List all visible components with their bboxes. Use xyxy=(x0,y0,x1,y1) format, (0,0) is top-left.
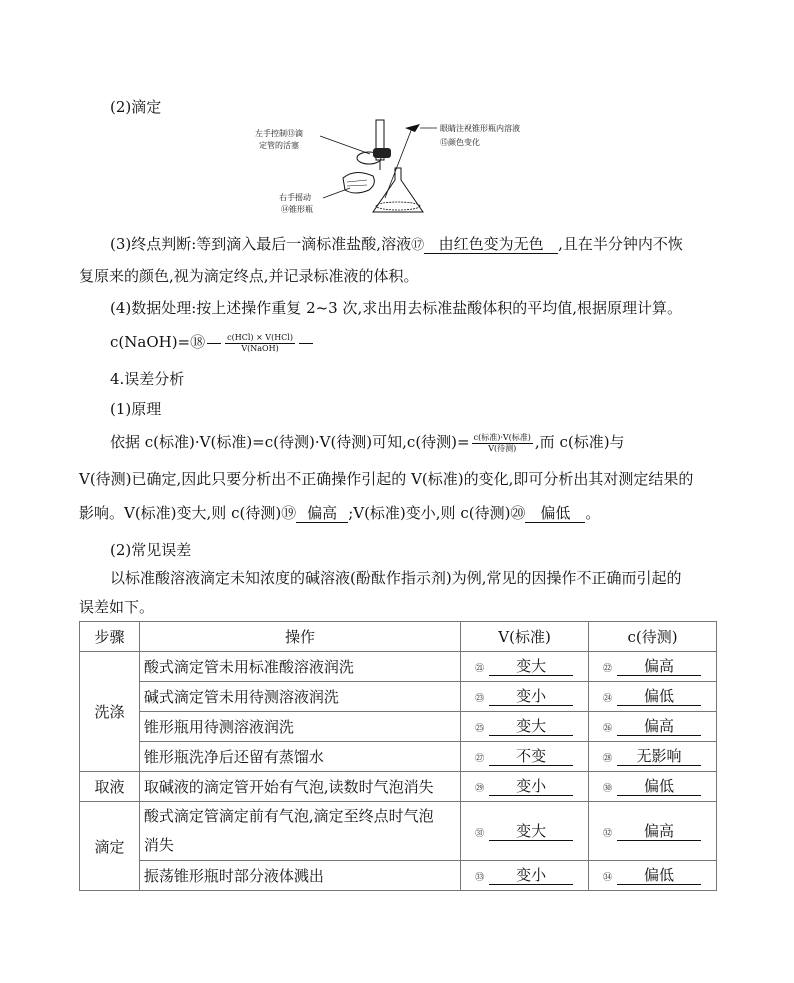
principle-text-a: 依据 c(标准)·V(标准)=c(待测)·V(待测)可知,c(待测)= xyxy=(110,433,470,451)
row-operation: 锥形瓶洗净后还留有蒸馏水 xyxy=(139,742,460,772)
formula-left: c(NaOH)=⑱ xyxy=(110,333,206,351)
row-c-cell xyxy=(589,742,717,772)
data-processing: (4)数据处理:按上述操作重复 2~3 次,求出用去标准盐酸体积的平均值,根据原理计算。 xyxy=(110,299,683,317)
row-c-answer: 偏高 xyxy=(617,657,701,676)
header-v-standard: V(标准) xyxy=(461,622,589,652)
row-c-number: ㉒ xyxy=(603,664,613,674)
row-operation-line-2: 消失 xyxy=(143,836,174,854)
row-v-answer: 变小 xyxy=(489,687,573,706)
row-v-cell xyxy=(461,742,589,772)
group-wash: 洗涤 xyxy=(80,652,140,772)
row-c-number: ㉜ xyxy=(603,828,613,839)
intro-line-2: 误差如下。 xyxy=(79,598,155,616)
answer-20: 偏低 xyxy=(525,504,585,523)
group-titrate: 滴定 xyxy=(80,802,140,891)
row-v-cell xyxy=(461,712,589,742)
section4-title: 4.误差分析 xyxy=(110,370,185,388)
table-row xyxy=(80,861,717,891)
endpoint-suffix: ,且在半分钟内不恢 xyxy=(558,235,683,253)
principle-text-c: 影响。V(标准)变大,则 c(待测)⑲ xyxy=(79,504,297,522)
principle-frac-num: c(标准)·V(标准) xyxy=(473,432,531,442)
header-step: 步骤 xyxy=(80,622,140,652)
header-operation: 操作 xyxy=(139,622,460,652)
principle-frac-den: V(待测) xyxy=(488,443,517,453)
row-v-answer: 变小 xyxy=(489,866,573,885)
principle-text-d: ;V(标准)变小,则 c(待测)⑳ xyxy=(348,504,526,522)
row-v-number: ㉓ xyxy=(475,694,485,704)
section2-title: (2)滴定 xyxy=(110,98,162,116)
row-operation: 取碱液的滴定管开始有气泡,读数时气泡消失 xyxy=(139,772,460,802)
row-c-cell xyxy=(589,682,717,712)
endpoint-prefix: (3)终点判断:等到滴入最后一滴标准盐酸,溶液 xyxy=(110,235,412,253)
row-c-number: ㉚ xyxy=(603,784,613,794)
row-operation: 碱式滴定管未用待测溶液润洗 xyxy=(139,682,460,712)
formula-blank-right xyxy=(299,343,313,344)
endpoint-answer: 由红色变为无色 xyxy=(424,235,558,254)
row-v-answer: 不变 xyxy=(489,747,573,766)
row-c-answer: 偏高 xyxy=(617,822,701,841)
row-v-cell xyxy=(461,861,589,891)
table-row xyxy=(80,772,717,802)
endpoint-number: ⑰ xyxy=(411,238,425,253)
row-v-answer: 变大 xyxy=(489,657,573,676)
row-operation: 振荡锥形瓶时部分液体溅出 xyxy=(139,861,460,891)
row-v-cell xyxy=(461,802,589,861)
row-c-answer: 偏低 xyxy=(617,866,701,885)
row-v-number: ㉑ xyxy=(475,664,485,674)
principle-text-e: 。 xyxy=(585,504,601,522)
principle-title: (1)原理 xyxy=(110,400,162,418)
table-row xyxy=(80,712,717,742)
principle-line-1 xyxy=(110,432,625,454)
row-v-number: ㉕ xyxy=(475,724,485,734)
endpoint-line-2: 复原来的颜色,视为滴定终点,并记录标准液的体积。 xyxy=(79,267,419,285)
titration-figure xyxy=(255,118,555,218)
table-row xyxy=(80,742,717,772)
row-v-answer: 变大 xyxy=(489,717,573,736)
principle-line-3 xyxy=(79,503,600,523)
row-v-answer: 变大 xyxy=(489,822,573,841)
row-c-number: ㉖ xyxy=(603,724,613,734)
eye-label-1: 眼睛注视锥形瓶内溶液 xyxy=(440,124,520,133)
table-row xyxy=(80,682,717,712)
row-v-number: ㉗ xyxy=(475,754,485,764)
right-hand-label-1: 右手摇动 xyxy=(279,193,311,202)
row-c-cell xyxy=(589,802,717,861)
row-c-answer: 偏低 xyxy=(617,687,701,706)
row-v-number: ㉛ xyxy=(475,828,485,839)
header-c-sample: c(待测) xyxy=(589,622,717,652)
row-operation-line-1: 酸式滴定管滴定前有气泡,滴定至终点时气泡 xyxy=(143,807,434,825)
principle-line-2: V(待测)已确定,因此只要分析出不正确操作引起的 V(标准)的变化,即可分析出其对测定结果的 xyxy=(79,470,694,488)
row-c-number: ㉔ xyxy=(603,694,613,704)
row-v-cell xyxy=(461,772,589,802)
row-v-answer: 变小 xyxy=(489,777,573,796)
right-hand-label-2: ⑭锥形瓶 xyxy=(281,205,313,214)
row-v-cell xyxy=(461,652,589,682)
row-c-cell xyxy=(589,712,717,742)
row-c-cell xyxy=(589,652,717,682)
error-table xyxy=(79,621,717,891)
formula-blank-left xyxy=(207,343,221,344)
row-c-number: ㉘ xyxy=(603,754,613,764)
row-c-answer: 无影响 xyxy=(617,747,701,766)
formula-numerator: c(HCl) × V(HCl) xyxy=(227,332,293,342)
principle-fraction xyxy=(472,433,533,454)
row-operation: 锥形瓶用待测溶液润洗 xyxy=(139,712,460,742)
formula-line xyxy=(110,332,315,354)
endpoint-line-1 xyxy=(110,234,683,256)
row-c-cell xyxy=(589,772,717,802)
intro-line-1: 以标准酸溶液滴定未知浓度的碱溶液(酚酞作指示剂)为例,常见的因操作不正确而引起的 xyxy=(110,569,682,587)
row-v-number: ㉙ xyxy=(475,784,485,794)
row-v-cell xyxy=(461,682,589,712)
principle-text-b: ,而 c(标准)与 xyxy=(534,433,625,451)
row-c-number: ㉞ xyxy=(603,873,613,883)
formula-denominator: V(NaOH) xyxy=(241,343,279,353)
row-operation xyxy=(139,802,460,861)
answer-19: 偏高 xyxy=(296,504,348,523)
eye-label-2: ⑮颜色变化 xyxy=(440,138,480,147)
group-take: 取液 xyxy=(80,772,140,802)
table-header-row xyxy=(80,622,717,652)
left-hand-label-2: 定管的活塞 xyxy=(259,141,299,150)
row-c-cell xyxy=(589,861,717,891)
common-errors-title: (2)常见误差 xyxy=(110,541,192,559)
row-c-answer: 偏高 xyxy=(617,717,701,736)
row-operation: 酸式滴定管未用标准酸溶液润洗 xyxy=(139,652,460,682)
formula-fraction xyxy=(225,333,295,354)
left-hand-label-1: 左手控制⑬滴 xyxy=(255,129,303,138)
row-v-number: ㉝ xyxy=(475,873,485,883)
table-row xyxy=(80,652,717,682)
table-row xyxy=(80,802,717,861)
row-c-answer: 偏低 xyxy=(617,777,701,796)
